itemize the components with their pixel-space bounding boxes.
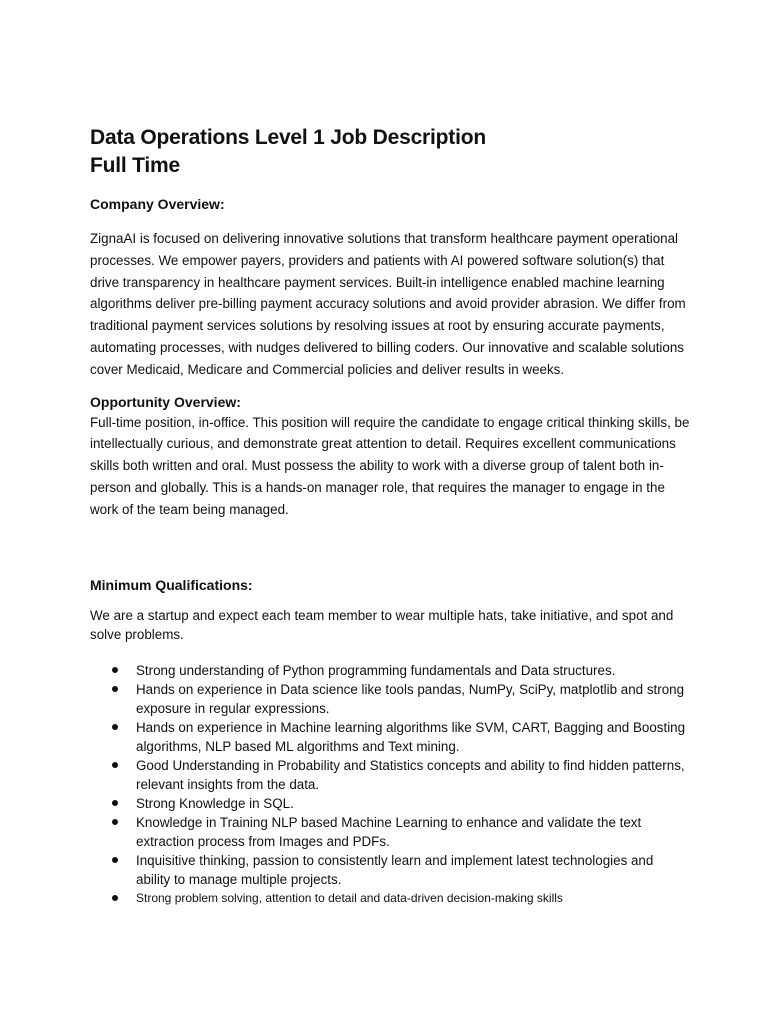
bullet-icon — [112, 800, 118, 806]
qualification-item — [90, 889, 690, 908]
opportunity-overview-text: Full-time position, in-office. This position will require the candidate to engage critical thinking skills, be intellectually curious, and demonstrate great attention to detail. Requires excellent communications skills both written and oral. Must possess the ability to work with a diverse group of talent both in-person and globally. This is a hands-on manager role, that requires the manager to engage in the work of the team being managed. — [90, 414, 690, 517]
qualification-text: Good Understanding in Probability and Statistics concepts and ability to find hidden patterns, relevant insights from the data. — [136, 757, 685, 792]
qualification-item — [90, 794, 690, 813]
qualification-text: Strong problem solving, attention to detail and data-driven decision-making skills — [136, 890, 563, 905]
bullet-icon — [112, 895, 118, 901]
qualification-text: Strong understanding of Python programming fundamentals and Data structures. — [136, 662, 616, 678]
opportunity-overview-heading: Opportunity Overview: — [90, 393, 241, 410]
qualification-text: Hands on experience in Machine learning algorithms like SVM, CART, Bagging and Boosting algorithms, NLP based ML algorithms and Text mining. — [136, 719, 686, 754]
qualification-text: Hands on experience in Data science like tools pandas, NumPy, SciPy, matplotlib and strong exposure in regular expressions. — [136, 681, 685, 716]
qualification-item — [90, 756, 690, 794]
qualification-item — [90, 851, 690, 889]
bullet-icon — [112, 762, 118, 768]
bullet-icon — [112, 724, 118, 730]
qualification-text: Strong Knowledge in SQL. — [136, 795, 294, 811]
minimum-qualifications-intro: We are a startup and expect each team member to wear multiple hats, take initiative, and spot and solve problems. — [90, 607, 674, 642]
bullet-icon — [112, 686, 118, 692]
qualification-item — [90, 718, 690, 756]
minimum-qualifications-heading: Minimum Qualifications: — [90, 576, 253, 593]
qualification-text: Inquisitive thinking, passion to consistently learn and implement latest technologies and ability to manage multiple projects. — [136, 852, 654, 887]
company-overview-text: ZignaAI is focused on delivering innovative solutions that transform healthcare payment operational processes. We empower payers, providers and patients with AI powered software solution(s) that drive transparency in healthcare payment services. Built-in intelligence enabled machine learning algorithms deliver pre-billing payment accuracy solutions and avoid provider abrasion. We differ from traditional payment services solutions by resolving issues at root by ensuring accurate payments, automating processes, with nudges delivered to billing coders. Our innovative and scalable solutions cover Medicaid, Medicare and Commercial policies and deliver results in weeks. — [90, 231, 686, 377]
company-overview-heading: Company Overview: — [90, 196, 225, 212]
qualification-text: Knowledge in Training NLP based Machine Learning to enhance and validate the text extraction process from Images and PDFs. — [136, 814, 642, 849]
bullet-icon — [112, 667, 118, 673]
title-line-1: Data Operations Level 1 Job Description — [90, 126, 486, 149]
qualification-item — [90, 680, 690, 718]
qualification-item — [90, 813, 690, 851]
document-page — [90, 124, 690, 908]
qualifications-list — [90, 661, 690, 908]
document-title — [90, 124, 690, 180]
title-line-2: Full Time — [90, 154, 180, 177]
bullet-icon — [112, 857, 118, 863]
bullet-icon — [112, 819, 118, 825]
qualification-item — [90, 661, 690, 680]
